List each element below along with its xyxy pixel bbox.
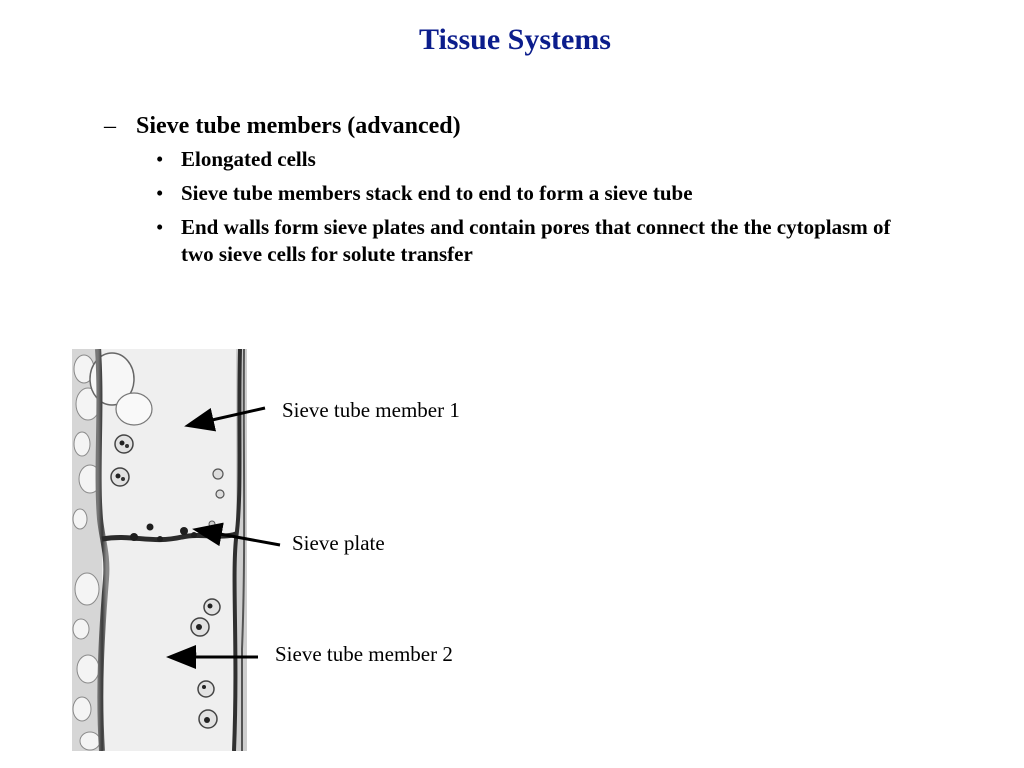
content-outline	[104, 110, 964, 275]
bullet-text: Elongated cells	[181, 147, 316, 171]
bullet-icon: •	[156, 215, 164, 239]
sieve-tube-micrograph	[72, 349, 247, 751]
level1-item	[104, 110, 964, 142]
level1-text: Sieve tube members (advanced)	[136, 113, 461, 139]
label-sieve-plate: Sieve plate	[292, 531, 385, 555]
bullet-item	[156, 180, 964, 207]
bullet-icon: •	[156, 147, 164, 171]
label-sieve-tube-member-1: Sieve tube member 1	[282, 398, 460, 422]
bullet-item	[156, 146, 964, 173]
bullet-icon: •	[156, 181, 164, 205]
bullet-text: Sieve tube members stack end to end to form a sieve tube	[181, 181, 693, 205]
bullet-text: End walls form sieve plates and contain pores that connect the the cytoplasm of two sieve cells for solute transfer	[181, 215, 891, 266]
label-sieve-tube-member-2: Sieve tube member 2	[275, 642, 453, 666]
dash-marker: –	[104, 113, 116, 139]
bullet-item	[156, 214, 964, 268]
bullet-list	[104, 146, 964, 268]
vacuole	[116, 393, 152, 425]
slide-title: Tissue Systems	[419, 23, 611, 56]
